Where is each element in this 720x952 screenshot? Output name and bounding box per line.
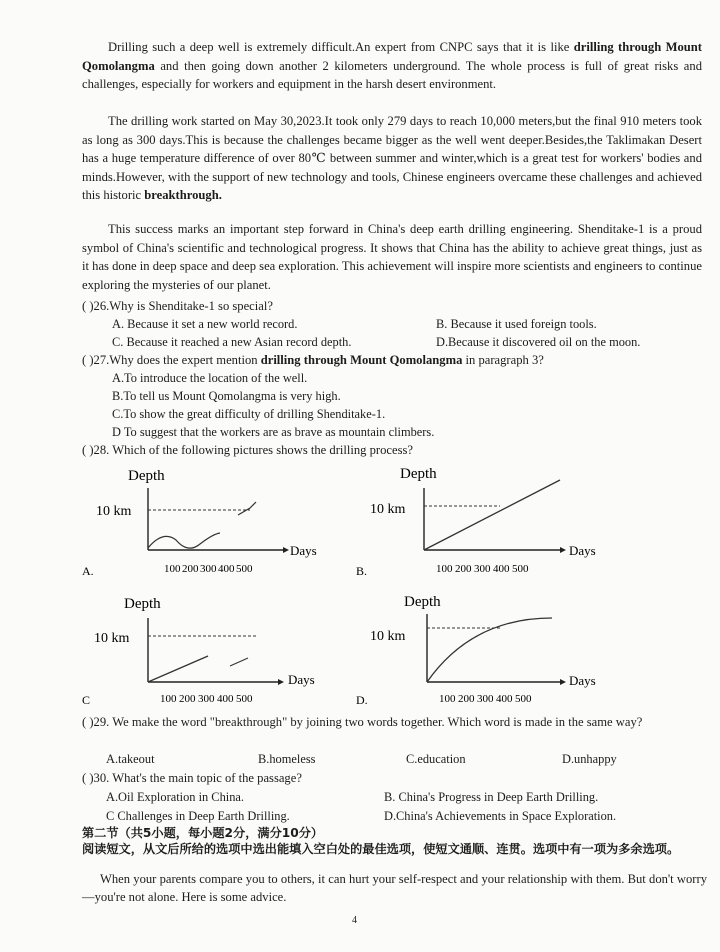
chart-a-option-label: A. — [82, 564, 94, 578]
paragraph-3 — [82, 220, 702, 294]
chart-c-x-ticks — [160, 693, 253, 705]
q26-option-b[interactable]: B. Because it used foreign tools. — [436, 317, 597, 331]
q27-option-c[interactable]: C.To show the great difficulty of drilling Shenditake-1. — [112, 407, 386, 421]
chart-c-option-label: C — [82, 693, 91, 707]
chart-b-tick-400: 400 — [493, 563, 510, 575]
chart-b-tick-100: 100 — [436, 563, 453, 575]
chart-d-tick-500: 500 — [515, 693, 532, 705]
chart-d-x-arrow — [560, 679, 566, 685]
q27-stem-end: in paragraph 3? — [462, 353, 544, 367]
chart-option-c[interactable] — [78, 588, 348, 712]
chart-c-tick-500: 500 — [236, 693, 253, 705]
chart-c-line-2 — [230, 658, 248, 666]
q29-option-c[interactable]: C.education — [406, 752, 466, 766]
chart-a-tick-400: 400 — [218, 563, 235, 575]
chart-option-d[interactable] — [352, 588, 622, 712]
chart-c-x-arrow — [278, 679, 284, 685]
q30-option-a[interactable]: A.Oil Exploration in China. — [106, 790, 245, 804]
chart-a-x-arrow — [283, 547, 289, 553]
chart-b-option-label: B. — [356, 564, 368, 578]
q30-option-c[interactable]: C Challenges in Deep Earth Drilling. — [106, 809, 290, 823]
chart-c-tick-400: 400 — [217, 693, 234, 705]
paragraph-1-text: Drilling such a deep well is extremely difficult.An expert from CNPC says that it is like — [108, 40, 574, 54]
q27-option-d[interactable]: D To suggest that the workers are as brave as mountain climbers. — [112, 425, 435, 439]
chart-a-tick-500: 500 — [236, 563, 253, 575]
chart-b-tick-300: 300 — [474, 563, 491, 575]
chart-c-tick-100: 100 — [160, 693, 177, 705]
chart-a-ylabel: Depth — [128, 468, 165, 484]
chart-a-curve-1 — [148, 533, 220, 548]
chart-d-x-ticks — [439, 693, 532, 705]
section-2-instruction: 阅读短文，从文后所给的选项中选出能填入空白处的最佳选项，使短文通顺、连贯。选项中有一项为多余选项。 — [82, 842, 680, 856]
chart-b-xlabel: Days — [569, 543, 596, 558]
chart-d-ylabel: Depth — [404, 594, 441, 610]
chart-c-ylabel: Depth — [124, 596, 161, 612]
question-30-stem: ( )30. What's the main topic of the passage? — [82, 771, 302, 785]
chart-a-x-ticks — [164, 563, 253, 575]
paragraph-2 — [82, 112, 702, 205]
chart-a-tick-300: 300 — [200, 563, 217, 575]
q27-stem-bold: drilling through Mount Qomolangma — [260, 353, 463, 367]
chart-d-tick-200: 200 — [458, 693, 475, 705]
chart-a-y-marker: 10 km — [96, 504, 132, 519]
section-2-passage-text: When your parents compare you to others, it can hurt your self-respect and your relationship with them. But don't worry—you're not alone. Here is some advice. — [82, 872, 707, 904]
q30-option-b[interactable]: B. China's Progress in Deep Earth Drilling. — [384, 790, 599, 804]
chart-d-xlabel: Days — [569, 673, 596, 688]
chart-c-y-marker: 10 km — [94, 631, 130, 646]
q26-option-d[interactable]: D.Because it discovered oil on the moon. — [436, 335, 641, 349]
chart-d-tick-400: 400 — [496, 693, 513, 705]
chart-option-a[interactable] — [78, 460, 348, 582]
q29-option-b[interactable]: B.homeless — [258, 752, 316, 766]
q26-option-a[interactable]: A. Because it set a new world record. — [112, 317, 298, 331]
q29-option-d[interactable]: D.unhappy — [562, 752, 617, 766]
q29-option-a[interactable]: A.takeout — [106, 752, 155, 766]
chart-d-tick-100: 100 — [439, 693, 456, 705]
paragraph-1-text-end: and then going down another 2 kilometers underground. The whole process is full of great risks and challenges, especially for workers and equipment in the harsh desert environment. — [82, 58, 702, 92]
chart-b-line — [424, 480, 560, 550]
chart-b-ylabel: Depth — [400, 466, 437, 482]
question-28-stem: ( )28. Which of the following pictures shows the drilling process? — [82, 443, 413, 457]
chart-a-tick-200: 200 — [182, 563, 199, 575]
page-number: 4 — [352, 915, 357, 926]
paragraph-1-bold: drilling through Mount Qomolangma — [82, 40, 702, 73]
question-27-stem — [82, 352, 544, 369]
paragraph-2-text: The drilling work started on May 30,2023.It took only 279 days to reach 10,000 meters,but the final 910 meters took as long as 300 days.This is because the challenges became bigger as the well went deeper.Besides,the Taklimakan Desert has a huge temperature difference of over 80℃ between summer and winter,which is a great test for workers' bodies and minds.However, with the support of new technology and tools, Chinese engineers overcame these challenges and achieved this historic — [82, 114, 702, 203]
chart-c-xlabel: Days — [288, 672, 315, 687]
chart-d-option-label: D. — [356, 693, 368, 707]
paragraph-2-bold: breakthrough. — [144, 188, 222, 203]
q27-option-b[interactable]: B.To tell us Mount Qomolangma is very high. — [112, 389, 341, 403]
chart-c-line-1 — [148, 656, 208, 682]
chart-b-y-marker: 10 km — [370, 502, 406, 517]
chart-b-x-arrow — [560, 547, 566, 553]
chart-d-y-marker: 10 km — [370, 629, 406, 644]
question-26-stem: ( )26.Why is Shenditake-1 so special? — [82, 299, 273, 313]
paragraph-1 — [82, 38, 702, 94]
paragraph-3-text: This success marks an important step forward in China's deep earth drilling engineering. Shenditake-1 is a proud symbol of China's scientific and technological progress. It shows that China has the ability to achieve great things, just as it has done in deep space and deep sea exploration. This achievement will inspire more scientists and engineers to continue exploring the mysteries of our planet. — [82, 222, 702, 292]
chart-b-tick-200: 200 — [455, 563, 472, 575]
chart-d-tick-300: 300 — [477, 693, 494, 705]
chart-b-tick-500: 500 — [512, 563, 529, 575]
section-2-title: 第二节（共5小题，每小题2分，满分10分） — [82, 826, 324, 840]
chart-b-x-ticks — [436, 563, 529, 575]
chart-c-tick-300: 300 — [198, 693, 215, 705]
chart-a-xlabel: Days — [290, 543, 317, 558]
chart-a-curve-2 — [238, 502, 256, 515]
section-2-passage — [82, 870, 707, 906]
chart-c-tick-200: 200 — [179, 693, 196, 705]
q30-option-d[interactable]: D.China's Achievements in Space Exploration. — [384, 809, 617, 823]
q26-option-c[interactable]: C. Because it reached a new Asian record depth. — [112, 335, 352, 349]
chart-option-b[interactable] — [352, 460, 622, 582]
q27-option-a[interactable]: A.To introduce the location of the well. — [112, 371, 308, 385]
q27-stem-text: ( )27.Why does the expert mention — [82, 353, 261, 367]
chart-a-tick-100: 100 — [164, 563, 181, 575]
question-29-stem: ( )29. We make the word "breakthrough" by joining two words together. Which word is made in the same way? — [82, 715, 643, 729]
